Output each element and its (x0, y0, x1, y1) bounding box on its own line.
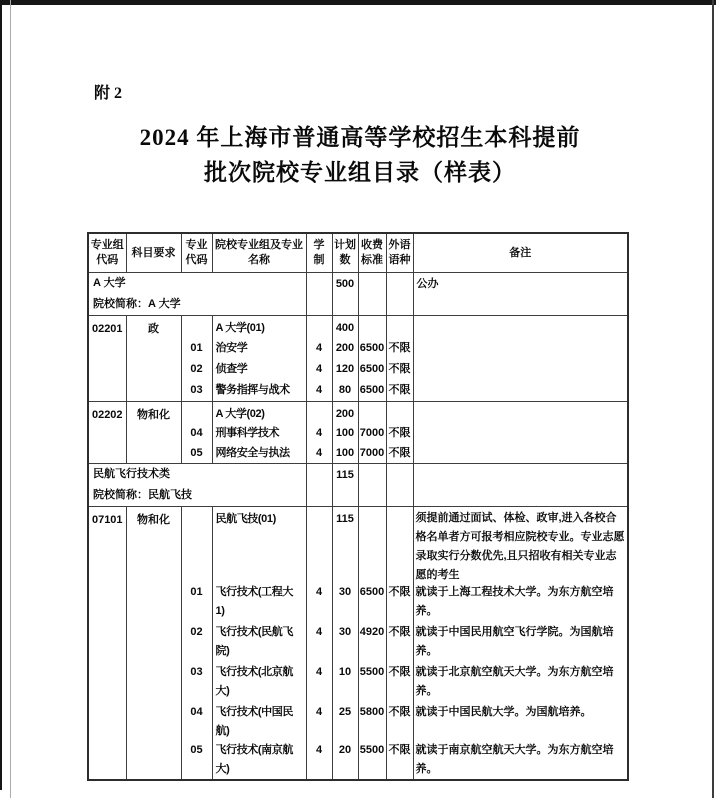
major-name-line: 飞行技术(工程大 1) (215, 586, 293, 617)
remark-line (414, 339, 628, 360)
remark-line (414, 316, 628, 339)
years-line: 4 (315, 342, 323, 354)
language-line (387, 507, 413, 583)
years-cell (306, 507, 332, 781)
remark-cell (413, 464, 628, 507)
language-line (387, 402, 413, 424)
major-code-cell (181, 402, 212, 464)
title-line-2: 批次院校专业组目录（样表） (204, 160, 516, 185)
years-line: 4 (315, 363, 323, 375)
years-line: 4 (315, 706, 323, 718)
remark-line: 就读于中国民用航空飞行学院。为国航培养。 (415, 626, 614, 657)
plan-cell (332, 402, 358, 464)
remark-line (414, 381, 628, 401)
language-cell (386, 464, 413, 507)
header-line: 数 (339, 254, 351, 266)
plan-cell (332, 273, 358, 316)
remark-line (414, 424, 628, 444)
remark-line: 就读于上海工程技术大学。为东方航空培养。 (415, 586, 614, 617)
fee-cell (358, 316, 386, 402)
scan-edge-right (712, 0, 714, 798)
major-code-line: 03 (190, 666, 203, 678)
appendix-label: 附 2 (94, 85, 123, 102)
plan-cell (332, 316, 358, 402)
years-cell (306, 464, 332, 507)
language-line: 不限 (388, 586, 411, 598)
header-subject-req (126, 233, 181, 273)
fee-line: 4920 (359, 626, 385, 638)
plan-line: 400 (335, 322, 355, 334)
plan-line: 100 (335, 447, 355, 459)
major-name-line: 飞行技术(北京航大) (215, 666, 293, 697)
years-cell (306, 273, 332, 316)
plan-cell (332, 507, 358, 781)
fee-line (359, 316, 386, 339)
fee-cell (358, 464, 386, 507)
major-name-cell (212, 507, 306, 781)
header-major-code (181, 233, 212, 273)
fee-line: 6500 (359, 384, 385, 396)
major-name-line: 网络安全与执法 (215, 447, 290, 459)
remark-line: 就读于中国民航大学。为国航培养。 (415, 706, 592, 718)
fee-line: 7000 (359, 447, 385, 459)
major-code-line: 02 (190, 626, 203, 638)
university-abbr: 院校简称：A 大学 (93, 298, 181, 310)
header-line: 专业组 (90, 239, 124, 251)
fee-cell (358, 402, 386, 464)
major-name-line: 侦查学 (215, 363, 248, 375)
header-line: 代码 (185, 254, 208, 266)
program-group-row (88, 316, 628, 402)
plan-line: 115 (336, 513, 354, 525)
header-line: 专业 (185, 239, 208, 251)
major-name-line: 民航飞技(01) (215, 513, 276, 525)
plan-line: 200 (335, 408, 355, 420)
plan-line: 25 (338, 706, 352, 718)
subject-requirement: 政 (148, 323, 159, 335)
header-years (306, 233, 332, 273)
major-code-line: 05 (190, 447, 203, 459)
header-line: 标准 (361, 254, 383, 266)
major-name-line: A 大学(02) (215, 408, 265, 420)
major-name-line: 治安学 (215, 342, 248, 354)
header-line: 收费 (361, 239, 383, 251)
header-line: 计划 (334, 239, 356, 251)
years-line: 4 (315, 384, 323, 396)
scan-edge-left (0, 0, 2, 790)
header-line: 外语 (388, 239, 411, 251)
header-line: 学 (313, 239, 325, 251)
subject-requirement: 物和化 (137, 409, 170, 421)
remark-line (414, 444, 628, 463)
header-plan (332, 233, 358, 273)
plan-line: 100 (335, 427, 355, 439)
language-line: 不限 (388, 706, 411, 718)
years-line (307, 507, 332, 583)
major-name-line: 刑事科学技术 (215, 427, 280, 439)
major-code-line (182, 402, 212, 424)
group-code-cell (88, 316, 126, 402)
major-code-cell (181, 507, 212, 781)
remark-line (414, 360, 628, 381)
major-name-line: 警务指挥与战术 (215, 384, 290, 396)
catalog-table-wrap (87, 232, 629, 781)
scan-edge-top (0, 0, 716, 5)
group-code: 02201 (91, 323, 123, 335)
header-line: 院校专业组及专业 (215, 239, 303, 251)
language-line: 不限 (388, 427, 411, 439)
fee-line: 6500 (359, 586, 385, 598)
fee-line: 5800 (359, 706, 385, 718)
header-line: 名称 (248, 254, 270, 266)
plan-line: 120 (335, 363, 355, 375)
major-name-line: 飞行技术(中国民航) (215, 706, 293, 737)
fee-line: 5500 (359, 744, 385, 756)
major-code-cell (181, 316, 212, 402)
group-code: 07101 (91, 514, 123, 526)
university-remark (414, 464, 628, 465)
years-cell (306, 402, 332, 464)
remark-cell (413, 402, 628, 464)
group-code-cell (88, 402, 126, 464)
document-title (10, 120, 710, 190)
language-cell (386, 507, 413, 781)
header-line: 科目要求 (131, 246, 176, 259)
major-code-line: 01 (190, 586, 203, 598)
years-cell (306, 316, 332, 402)
header-line: 备注 (509, 246, 532, 259)
university-remark: 公办 (416, 278, 439, 290)
language-cell (386, 316, 413, 402)
remark-cell (413, 273, 628, 316)
major-code-line (182, 507, 212, 583)
plan-line: 80 (338, 384, 352, 396)
language-cell (386, 273, 413, 316)
years-line: 4 (315, 744, 323, 756)
subject-requirement-cell (126, 316, 181, 402)
program-group-table (87, 232, 629, 781)
major-name-line: A 大学(01) (215, 322, 265, 334)
header-remark (413, 233, 628, 273)
language-line: 不限 (388, 384, 411, 396)
language-line: 不限 (388, 744, 411, 756)
major-code-line: 05 (190, 744, 203, 756)
group-code: 02202 (91, 409, 123, 421)
plan-cell (332, 464, 358, 507)
major-code-line: 03 (190, 384, 203, 396)
major-code-line: 02 (190, 363, 203, 375)
group-code-cell (88, 507, 126, 781)
subject-requirement-cell (126, 507, 181, 781)
university-name: A 大学 (93, 277, 126, 289)
fee-cell (358, 507, 386, 781)
plan-line: 200 (335, 342, 355, 354)
plan-line: 30 (338, 586, 352, 598)
language-line (387, 316, 413, 339)
program-group-row (88, 402, 628, 464)
major-name-cell (212, 402, 306, 464)
header-line: 制 (313, 254, 325, 266)
remark-line: 就读于南京航空航天大学。为东方航空培养。 (415, 744, 614, 775)
plan-line: 30 (338, 626, 352, 638)
remark-line: 就读于北京航空航天大学。为东方航空培养。 (415, 666, 614, 697)
university-name-cell (88, 464, 306, 507)
title-line-1: 2024 年上海市普通高等学校招生本科提前 (139, 125, 581, 150)
years-line: 4 (315, 586, 323, 598)
major-name-line: 飞行技术(民航飞院) (215, 626, 293, 657)
language-line: 不限 (388, 363, 411, 375)
major-code-line (182, 316, 212, 339)
language-cell (386, 402, 413, 464)
university-row (88, 464, 628, 507)
plan-total: 500 (335, 278, 355, 290)
header-line: 语种 (388, 254, 411, 266)
major-name-line: 飞行技术(南京航大) (215, 744, 293, 775)
table-header-row (88, 233, 628, 273)
subject-requirement: 物和化 (137, 514, 170, 526)
header-line: 代码 (96, 254, 119, 266)
fee-cell (358, 273, 386, 316)
fee-line (359, 507, 386, 583)
major-code-line: 04 (190, 706, 203, 718)
university-name-cell (88, 273, 306, 316)
remark-line: 须提前通过面试、体检、政审,进入各校合格名单者方可报考相应院校专业。专业志愿录取实行分数优先,且只招收有相关专业志愿的考生 (415, 512, 625, 581)
header-fee (358, 233, 386, 273)
years-line: 4 (315, 427, 323, 439)
subject-requirement-cell (126, 402, 181, 464)
years-line: 4 (315, 666, 323, 678)
years-line: 4 (315, 626, 323, 638)
fee-line: 6500 (359, 342, 385, 354)
remark-cell (413, 507, 628, 781)
fee-line: 6500 (359, 363, 385, 375)
major-name-cell (212, 316, 306, 402)
plan-total: 115 (336, 469, 354, 481)
years-line: 4 (315, 447, 323, 459)
remark-cell (413, 316, 628, 402)
plan-line: 10 (338, 666, 352, 678)
major-code-line: 01 (190, 342, 203, 354)
fee-line: 7000 (359, 427, 385, 439)
university-name: 民航飞行技术类 (93, 468, 170, 480)
fee-line (359, 402, 386, 424)
language-line: 不限 (388, 342, 411, 354)
remark-line (414, 402, 628, 424)
header-group-major-name (212, 233, 306, 273)
header-language (386, 233, 413, 273)
language-line: 不限 (388, 626, 411, 638)
fee-line: 5500 (359, 666, 385, 678)
language-line: 不限 (388, 447, 411, 459)
major-code-line: 04 (190, 427, 203, 439)
program-group-row (88, 507, 628, 781)
years-line (307, 402, 332, 424)
university-abbr: 院校简称：民航飞技 (93, 489, 192, 501)
language-line: 不限 (388, 666, 411, 678)
header-group-code (88, 233, 126, 273)
years-line (307, 316, 332, 339)
plan-line: 20 (338, 744, 352, 756)
university-row (88, 273, 628, 316)
